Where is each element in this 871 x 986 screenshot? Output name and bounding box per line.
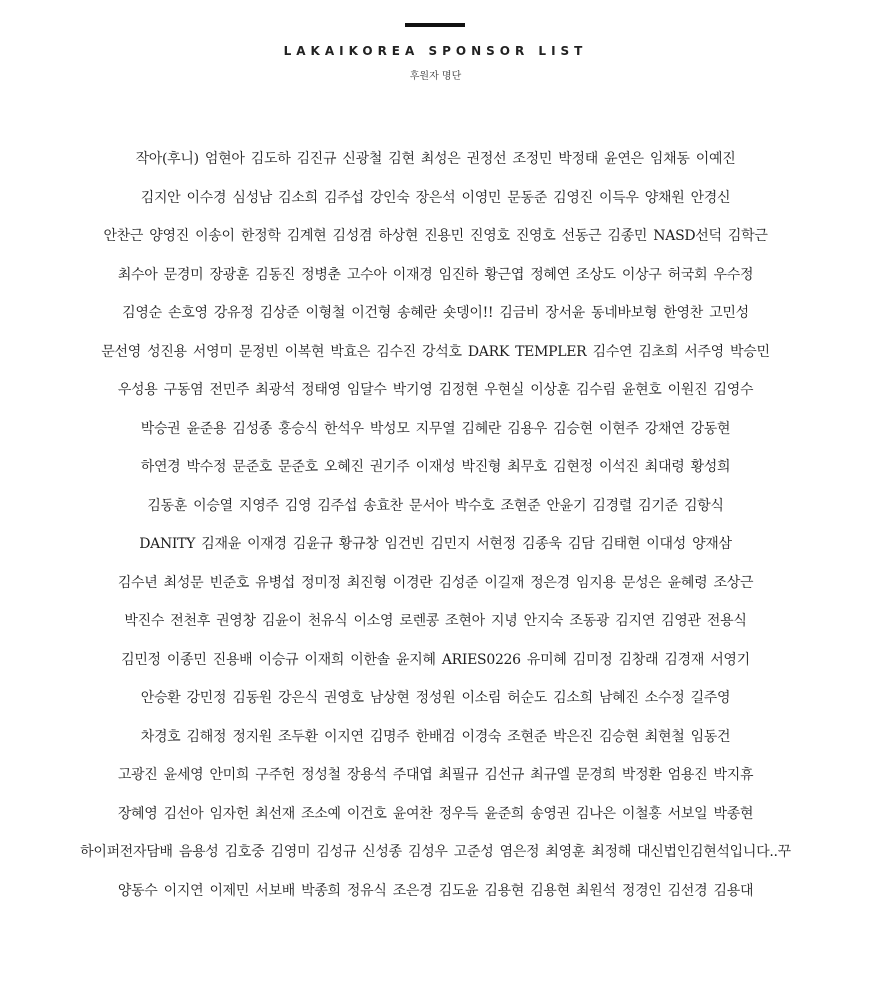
sponsor-line: 하이퍼전자담배 음용성 김호중 김영미 김성규 신성종 김성우 고준성 염은정 최영훈 최정해 대신법인김현석입니다..꾸 <box>80 844 791 860</box>
sponsor-line: 박승권 윤준용 김성종 홍승식 한석우 박성모 지무열 김혜란 김용우 김승현 이현주 강채연 강동현 <box>140 420 731 437</box>
sponsor-name-list <box>0 146 871 916</box>
sponsor-line: 최수아 문경미 장광훈 김동진 정병춘 고수아 이재경 임진하 황근엽 정혜연 조상도 이상구 허국회 우수정 <box>117 266 754 283</box>
sponsor-line: 박진수 전천후 권영창 김윤이 천유식 이소영 로렌콩 조현아 지녕 안지숙 조동광 김지연 김영관 전용식 <box>124 613 747 629</box>
sponsor-line: 김영순 손호영 강유정 김상준 이형철 이건형 송혜란 숏뎅이!! 김금비 장서윤 동네바보형 한영찬 고민성 <box>122 305 749 321</box>
sponsor-line: 문선영 성진용 서영미 문정빈 이복현 박효은 김수진 강석호 DARK TEMPLER 김수연 김초희 서주영 박승민 <box>101 343 770 360</box>
sponsor-line: 안승환 강민정 김동원 강은식 권영호 남상현 정성원 이소림 허순도 김소희 남혜진 소수정 길주영 <box>140 690 731 706</box>
page-subtitle: 후원자 명단 <box>409 71 462 82</box>
sponsor-line: 고광진 윤세영 안미희 구주헌 정성철 장용석 주대엽 최필규 김선규 최규엘 문경희 박정환 엄용진 박지휴 <box>117 767 754 783</box>
sponsor-line: 차경호 김해정 정지원 조두환 이지연 김명주 한배검 이경숙 조현준 박은진 김승현 최현철 임동건 <box>140 728 731 745</box>
sponsor-line: 하연경 박수정 문준호 문준호 오혜진 권기주 이재성 박진형 최무호 김현정 이석진 최대령 황성희 <box>140 459 731 475</box>
sponsor-line: 김수년 최성문 빈준호 유병섭 정미정 최진형 이경란 김성준 이길재 정은경 임지용 문성은 윤혜령 조상근 <box>117 574 754 591</box>
sponsor-line: 김민정 이종민 진용배 이승규 이재희 이한솔 윤지혜 ARIES0226 유미혜 김미정 김창래 김경재 서영기 <box>121 651 750 668</box>
page-title: LAKAIKOREA SPONSOR LIST <box>283 44 588 58</box>
sponsor-line: DANITY 김재윤 이재경 김윤규 황규창 임건빈 김민지 서현정 김종욱 김담 김태현 이대성 양재삼 <box>139 536 732 552</box>
sponsor-line: 김지안 이수경 심성남 김소희 김주섭 강인숙 장은석 이영민 문동준 김영진 이득우 양채원 안경신 <box>140 189 731 206</box>
header-divider-bar <box>405 23 465 27</box>
sponsor-line: 장혜영 김선아 임자헌 최선재 조소예 이건호 윤여찬 정우득 윤준희 송영권 김나은 이철홍 서보일 박종현 <box>117 805 754 822</box>
sponsor-line: 김동훈 이승열 지영주 김영 김주섭 송효찬 문서아 박수호 조현준 안윤기 김경렬 김기준 김항식 <box>147 497 724 514</box>
sponsor-line: 작아(후니) 엄현아 김도하 김진규 신광철 김현 최성은 권정선 조정민 박정태 윤연은 임채동 이예진 <box>135 151 736 167</box>
sponsor-line: 우성용 구동염 전민주 최광석 정태영 임달수 박기영 김정현 우현실 이상훈 김수림 윤현호 이원진 김영수 <box>117 382 754 398</box>
sponsor-line: 안찬근 양영진 이송이 한정학 김계현 김성겸 하상현 진용민 진영호 진영호 선동근 김종민 NASD선덕 김학근 <box>103 228 768 244</box>
sponsor-line: 양동수 이지연 이제민 서보배 박종희 정유식 조은경 김도윤 김용현 김용현 최원석 정경인 김선경 김용대 <box>117 882 754 899</box>
